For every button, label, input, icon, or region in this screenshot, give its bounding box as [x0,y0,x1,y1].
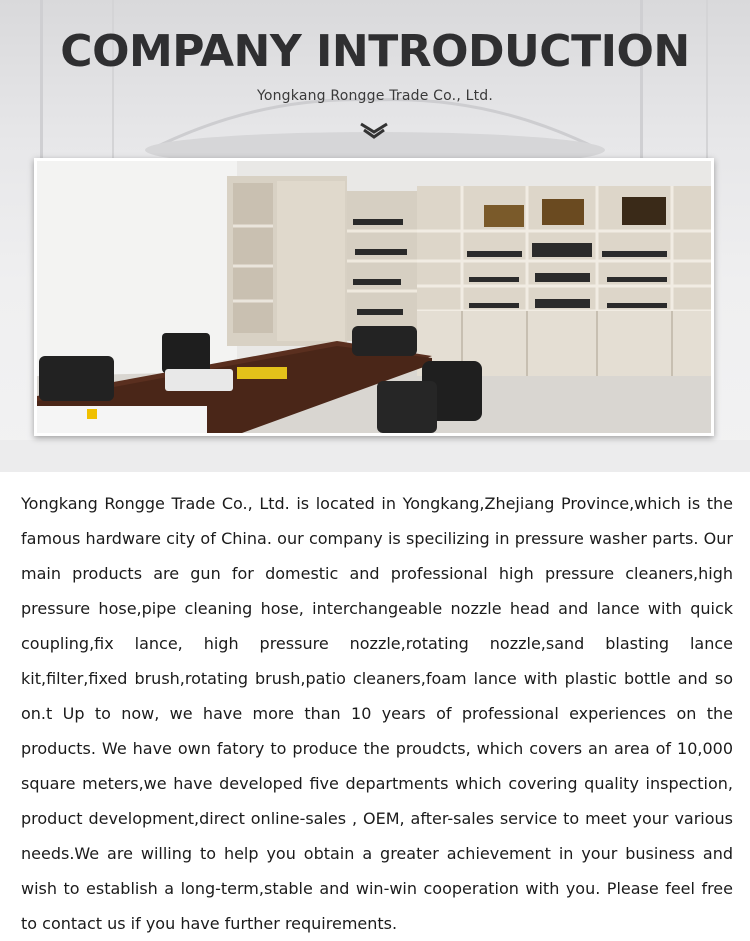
company-subtitle: Yongkang Rongge Trade Co., Ltd. [256,88,494,104]
company-description: Yongkang Rongge Trade Co., Ltd. is located in Yongkang,Zhejiang Province,which is the famous hardware city of China. our company is specilizing in pressure washer parts. Our main products are gun for domestic and professional high pressure cleaners,high pressure hose,pipe cleaning hose, interchangeable nozzle head and lance with quick coupling,fix lance, high pressure nozzle,rotating nozzle,sand blasting lance kit,filter,fixed brush,rotating brush,patio cleaners,foam lance with plastic bottle and so on.t Up to now, we have more than 10 years of professional experiences on the products. We have own fatory to produce the proudcts, which covers an area of 10,000 square meters,we have developed five departments which covering quality inspection, product development,direct online-sales , OEM, after-sales service to meet your various needs.We are willing to help you obtain a greater achievement in your business and wish to establish a long-term,stable and win-win cooperation with you. Please feel free to contact us if you have further requirements. [21,494,733,933]
page-title: COMPANY INTRODUCTION [60,26,690,77]
double-chevron-down-icon [359,122,389,140]
office-photo-frame [34,158,714,436]
office-photo [37,161,711,433]
